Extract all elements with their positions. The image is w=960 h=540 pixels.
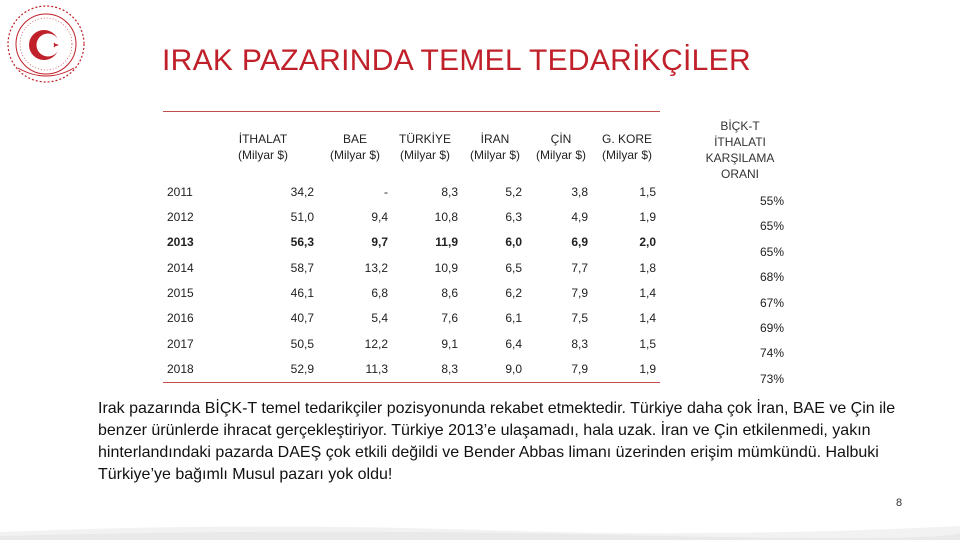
ithalat-cell: 58,7 [290, 261, 314, 275]
table-row [163, 210, 660, 230]
table-row [163, 311, 660, 331]
page-number: 8 [896, 497, 903, 509]
cin-cell: 7,9 [571, 286, 588, 300]
iran-cell: 9,0 [505, 362, 522, 376]
ratio-header-line: BİÇK-T [720, 119, 760, 133]
iran-cell: 6,2 [505, 286, 522, 300]
gkore-cell: 1,4 [639, 286, 656, 300]
year-cell: 2018 [167, 362, 194, 376]
description-text: Irak pazarında BİÇK-T temel tedarikçiler pozisyonunda rekabet etmektedir. Türkiye daha çok İran, BAE ve Çin ile benzer ürünlerde ihracat gerçekleştiriyor. Türkiye 2013’e ulaşamadı, hala uzak. İran ve Çin etkilenmedi, yakın hinterlandındaki pazarda DAEŞ çok etkili değildi ve Bender Abbas limanı üzerinden erişim mümkündü. Halbuki Türkiye’ye bağımlı Musul pazarı yok oldu! [98, 400, 896, 483]
bae-cell: 12,2 [364, 337, 388, 351]
table-row [163, 261, 660, 281]
year-cell: 2011 [167, 185, 193, 199]
iran-cell: 6,5 [505, 261, 522, 275]
year-cell: 2016 [167, 311, 194, 325]
ratio-value: 74% [759, 346, 784, 360]
gkore-cell: 2,0 [639, 235, 656, 249]
gkore-cell: 1,9 [639, 362, 656, 376]
year-cell: 2017 [167, 337, 194, 351]
ratio-header [690, 118, 790, 182]
table-bottom-rule [163, 382, 660, 383]
header-bae-line2: (Milyar $) [330, 148, 380, 162]
ratio-value: 69% [759, 321, 784, 335]
cin-cell: 7,5 [571, 311, 588, 325]
ithalat-cell: 46,1 [290, 286, 314, 300]
year-cell: 2014 [167, 261, 194, 275]
table-row [163, 362, 660, 382]
year-cell: 2012 [167, 210, 194, 224]
bae-cell: 11,3 [365, 362, 388, 376]
cin-cell: 4,9 [571, 210, 588, 224]
turkiye-cell: 8,3 [441, 362, 458, 376]
table-row [163, 185, 660, 205]
table-row [163, 337, 660, 357]
bae-cell: 13,2 [364, 261, 388, 275]
turkiye-cell: 10,9 [434, 261, 458, 275]
gkore-cell: 1,5 [639, 337, 656, 351]
iran-cell: 5,2 [505, 185, 522, 199]
ithalat-cell: 52,9 [290, 362, 314, 376]
ratio-header-line: İTHALATI [714, 135, 766, 149]
ithalat-cell: 50,5 [290, 337, 314, 351]
gkore-cell: 1,8 [639, 261, 656, 275]
header-cin-line2: (Milyar $) [536, 148, 586, 162]
cin-cell: 7,9 [571, 362, 588, 376]
header-gkore-line2: (Milyar $) [602, 148, 652, 162]
year-cell: 2015 [167, 286, 194, 300]
ratio-value: 68% [759, 270, 784, 284]
bae-cell: 9,7 [371, 235, 388, 249]
turkiye-cell: 11,9 [435, 235, 458, 249]
turkiye-cell: 9,1 [441, 337, 458, 351]
iran-cell: 6,0 [505, 235, 522, 249]
header-iran [460, 131, 530, 163]
header-cin-line1: ÇİN [550, 132, 572, 146]
header-ithalat-line2: (Milyar $) [238, 148, 288, 162]
bae-cell: 9,4 [371, 210, 388, 224]
ratio-value: 55% [759, 194, 784, 208]
header-iran-line2: (Milyar $) [470, 148, 520, 162]
table-row [163, 235, 660, 255]
table-top-rule [163, 111, 660, 112]
ratio-value: 65% [759, 219, 784, 233]
gkore-cell: 1,9 [639, 210, 656, 224]
turkiye-cell: 10,8 [434, 210, 458, 224]
iran-cell: 6,3 [505, 210, 522, 224]
bae-cell: - [384, 185, 388, 199]
ratio-value: 67% [759, 296, 784, 310]
supplier-table [163, 111, 660, 382]
header-cin [526, 131, 596, 163]
ratio-header-line: ORANI [720, 167, 759, 181]
cin-cell: 8,3 [571, 337, 588, 351]
bae-cell: 6,8 [371, 286, 388, 300]
year-cell: 2013 [167, 235, 194, 249]
bae-cell: 5,4 [371, 311, 388, 325]
cin-cell: 6,9 [571, 235, 588, 249]
header-ithalat-line1: İTHALAT [238, 132, 288, 146]
header-turkiye-line1: TÜRKİYE [398, 132, 451, 146]
ithalat-cell: 34,2 [290, 185, 314, 199]
ratio-header-line: KARŞILAMA [705, 151, 775, 165]
header-turkiye [390, 131, 460, 163]
turkiye-cell: 8,3 [441, 185, 458, 199]
gkore-cell: 1,5 [639, 185, 656, 199]
ithalat-cell: 40,7 [290, 311, 314, 325]
ministry-logo [4, 2, 88, 86]
ithalat-cell: 51,0 [290, 210, 314, 224]
header-gkore-line1: G. KORE [601, 132, 652, 146]
turkiye-cell: 8,6 [441, 286, 458, 300]
cin-cell: 3,8 [571, 185, 588, 199]
ratio-value: 65% [759, 245, 784, 259]
footer-decoration [0, 518, 960, 540]
iran-cell: 6,1 [505, 311, 522, 325]
header-iran-line1: İRAN [480, 132, 510, 146]
header-bae [320, 131, 390, 163]
iran-cell: 6,4 [505, 337, 522, 351]
ithalat-cell: 56,3 [290, 235, 314, 249]
gkore-cell: 1,4 [639, 311, 656, 325]
table-row [163, 286, 660, 306]
header-ithalat [223, 131, 303, 163]
turkiye-cell: 7,6 [441, 311, 458, 325]
ratio-value: 73% [759, 372, 784, 386]
page-title: IRAK PAZARINDA TEMEL TEDARİKÇİLER [162, 44, 751, 77]
header-gkore [592, 131, 662, 163]
header-turkiye-line2: (Milyar $) [400, 148, 450, 162]
header-bae-line1: BAE [342, 132, 367, 146]
cin-cell: 7,7 [571, 261, 588, 275]
